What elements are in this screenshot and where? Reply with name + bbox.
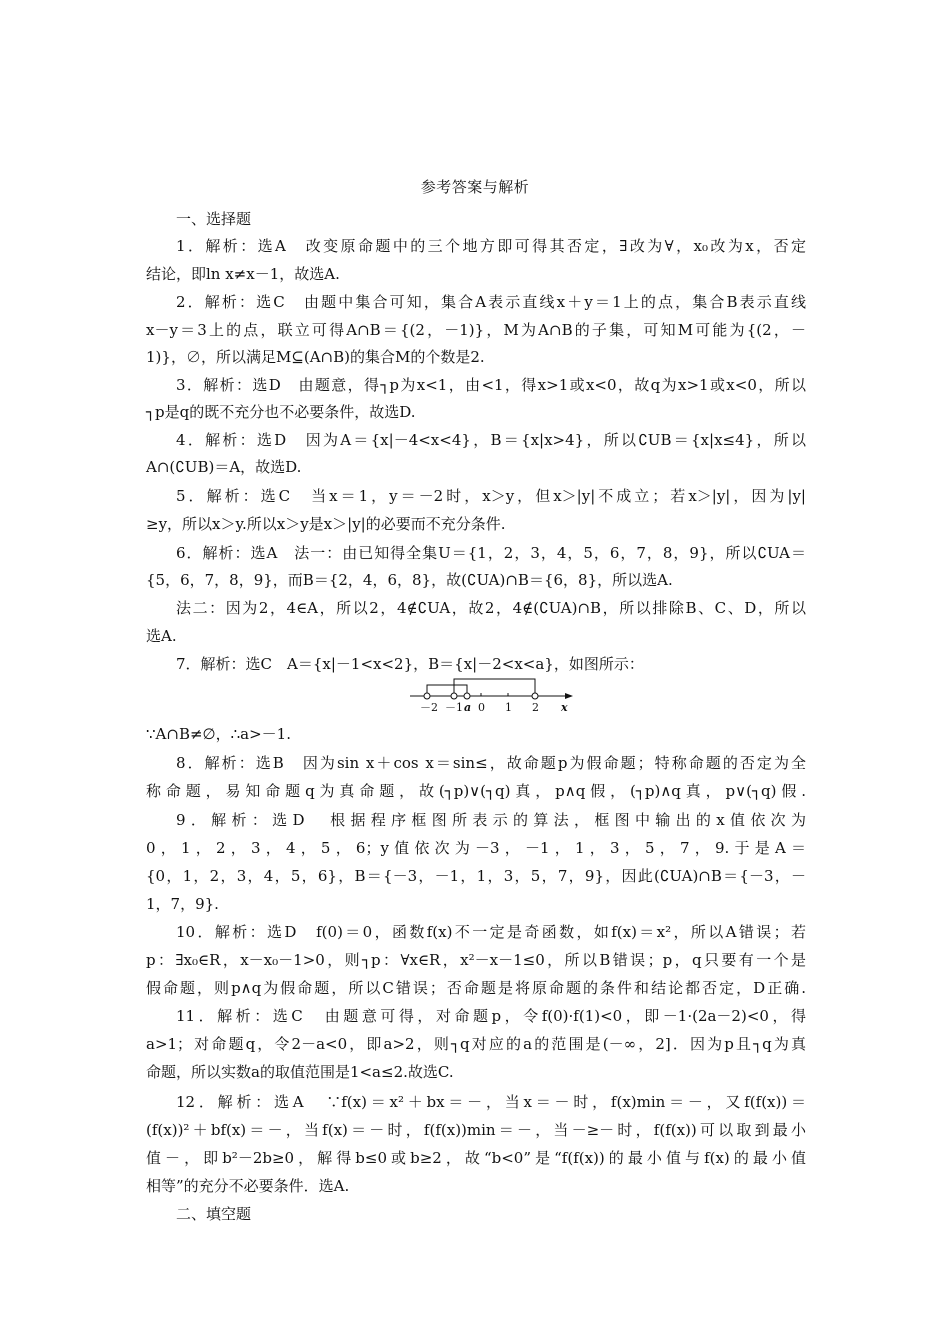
text-line: {5，6，7，8，9}，而B＝{2，4，6，8}，故(∁UA)∩B＝{6，8}，所以选A. [146, 571, 673, 589]
number-line-figure [405, 676, 580, 716]
text-line: ≥y，所以x＞y.所以x＞y是x＞|y|的必要而不充分条件. [146, 515, 506, 533]
text-line: a>1；对命题q，令2－a<0，即a>2，则┐q对应的a的范围是(－∞，2]．因为p且┐q为真 [146, 1035, 806, 1053]
text-line: 8．解析：选B 因为sin x＋cos x＝sin≤，故命题p为假命题；特称命题的否定为全 [176, 754, 806, 772]
text-line: 9．解析：选D 根据程序框图所表示的算法，框图中输出的x值依次为 [176, 811, 806, 829]
page-title: 参考答案与解析 [420, 178, 530, 196]
text-line: 命题，所以实数a的取值范围是1<a≤2.故选C. [146, 1063, 454, 1081]
tick-label-2: 2 [532, 701, 539, 714]
text-line: 12．解析：选A ∵f(x)＝x²＋bx＝－，当x＝－时，f(x)min＝－，又f(f(x))＝ [176, 1093, 806, 1111]
text-line: 称命题，易知命题q为真命题，故(┐p)∨(┐q)真，p∧q假，(┐p)∧q真，p∨(┐q)假. [146, 782, 806, 800]
text-line: A∩(∁UB)＝A，故选D. [146, 458, 302, 476]
text-line: 11．解析：选C 由题意可得，对命题p，令f(0)·f(1)<0，即－1·(2a－2)<0，得 [176, 1007, 806, 1025]
text-line: ∵A∩B≠∅，∴a>－1. [146, 725, 291, 743]
tick-label-a: a [464, 701, 472, 714]
tick-label-neg2: －2 [420, 701, 438, 714]
text-line: 选A. [146, 627, 177, 645]
text-line: 法二：因为2，4∈A，所以2，4∉∁UA，故2，4∉(∁UA)∩B，所以排除B、C、D，所以 [176, 599, 806, 617]
text-line: 2．解析：选C 由题中集合可知，集合A表示直线x＋y＝1上的点，集合B表示直线 [176, 293, 806, 311]
set-b-bracket [427, 685, 467, 693]
text-line: 结论，即ln x≠x－1，故选A. [146, 265, 340, 283]
text-line: 二、填空题 [176, 1205, 252, 1223]
text-line: 1，7，9}. [146, 895, 219, 913]
text-line: 0，1，2，3，4，5，6；y值依次为－3，－1，1，3，5，7，9.于是A＝ [146, 839, 806, 857]
axis-label-x: x [561, 701, 568, 714]
text-line: 1．解析：选A 改变原命题中的三个地方即可得其否定，∃改为∀，x₀改为x，否定 [176, 237, 806, 255]
text-line: 7．解析：选C A＝{x|－1<x<2}，B＝{x|－2<x<a}，如图所示： [176, 655, 644, 673]
text-line: 1)}，∅，所以满足M⊆(A∩B)的集合M的个数是2. [146, 348, 485, 366]
open-point-neg1 [451, 693, 457, 699]
text-line: 6．解析：选A 法一：由已知得全集U＝{1，2，3，4，5，6，7，8，9}，所以∁UA＝ [176, 544, 806, 562]
text-line: 假命题，则p∧q为假命题，所以C错误；否命题是将原命题的条件和结论都否定，D正确. [146, 979, 806, 997]
text-line: (f(x))²＋bf(x)＝－，当f(x)＝－时，f(f(x))min＝－，当－≥－时，f(f(x))可以取到最小 [146, 1121, 806, 1139]
text-line: {0，1，2，3，4，5，6}，B＝{－3，－1，1，3，5，7，9}，因此(∁UA)∩B＝{－3，－ [146, 867, 806, 885]
text-line: 5．解析：选C 当x＝1，y＝－2时，x＞y，但x＞|y|不成立；若x＞|y|，因为|y| [176, 487, 806, 505]
text-line: ┐p是q的既不充分也不必要条件，故选D. [146, 403, 416, 421]
text-line: 10．解析：选D f(0)＝0，函数f(x)不一定是奇函数，如f(x)＝x²，所以A错误；若 [176, 923, 806, 941]
text-line: x－y＝3上的点，联立可得A∩B＝{(2，－1)}，M为A∩B的子集，可知M可能为{(2，－ [146, 321, 806, 339]
text-line: 一、选择题 [176, 210, 252, 228]
tick-label-neg1: －1 [445, 701, 463, 714]
text-line: 值－，即b²－2b≥0，解得b≤0或b≥2，故“b<0”是“f(f(x))的最小值与f(x)的最小值 [146, 1149, 806, 1167]
set-a-bracket [454, 679, 535, 693]
text-line: 3．解析：选D 由题意，得┐p为x<1，由<1，得x>1或x<0，故q为x>1或x<0，所以 [176, 376, 806, 394]
open-point-a [464, 693, 470, 699]
tick-label-1: 1 [505, 701, 512, 714]
text-line: p：∃x₀∈R，x－x₀－1>0，则┐p：∀x∈R，x²－x－1≤0，所以B错误；p，q只要有一个是 [146, 951, 806, 969]
axis-arrow-icon [565, 693, 573, 699]
text-line: 4．解析：选D 因为A＝{x|－4<x<4}，B＝{x|x>4}，所以∁UB＝{x|x≤4}，所以 [176, 431, 806, 449]
tick-label-0: 0 [478, 701, 485, 714]
open-point-2 [532, 693, 538, 699]
text-line: 相等”的充分不必要条件．选A. [146, 1177, 350, 1195]
open-point-neg2 [424, 693, 430, 699]
